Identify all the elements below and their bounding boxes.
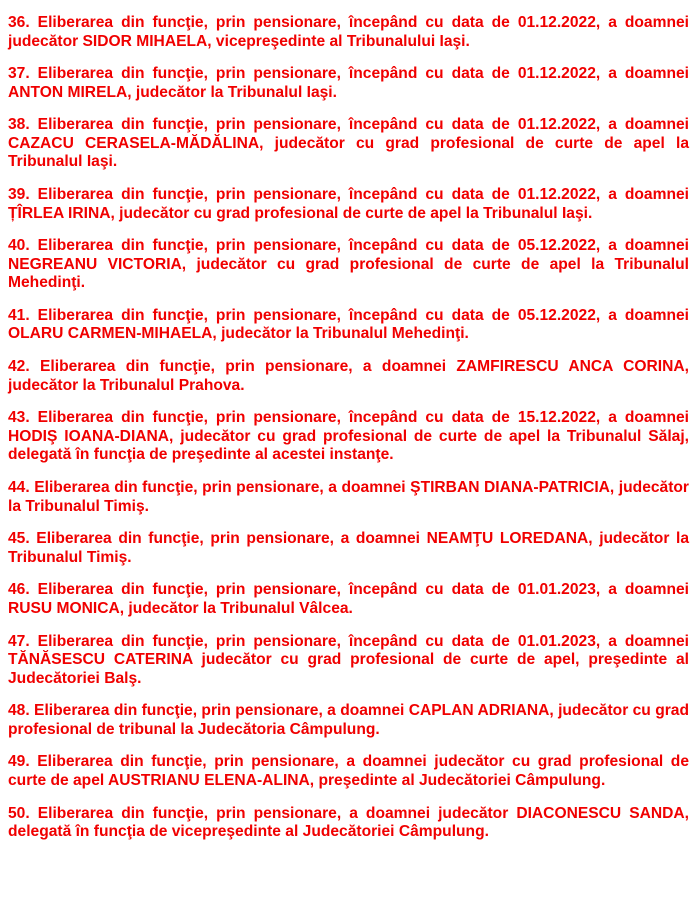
list-item-50: 50. Eliberarea din funcţie, prin pensionare, a doamnei judecător DIACONESCU SANDA, delegată în funcţia de vicepreşedinte al Judecătoriei Câmpulung. (8, 804, 689, 841)
list-item-44: 44. Eliberarea din funcţie, prin pensionare, a doamnei ŞTIRBAN DIANA-PATRICIA, judecător la Tribunalul Timiş. (8, 479, 689, 515)
list-item-46: 46. Eliberarea din funcţie, prin pensionare, începând cu data de 01.01.2023, a doamnei RUSU MONICA, judecător la Tribunalul Vâlcea. (8, 581, 689, 617)
list-item-42: 42. Eliberarea din funcţie, prin pensionare, a doamnei ZAMFIRESCU ANCA CORINA, judecător la Tribunalul Prahova. (8, 358, 689, 394)
list-item-40: 40. Eliberarea din funcţie, prin pensionare, începând cu data de 05.12.2022, a doamnei NEGREANU VICTORIA, judecător cu grad profesional de curte de apel la Tribunalul Mehedinţi. (8, 237, 689, 292)
list-item-43: 43. Eliberarea din funcţie, prin pensionare, începând cu data de 15.12.2022, a doamnei HODIŞ IOANA-DIANA, judecător cu grad profesional de curte de apel la Tribunalul Sălaj, delegată în funcţia de preşedinte al acestei instanţe. (8, 409, 689, 464)
list-item-48: 48. Eliberarea din funcţie, prin pensionare, a doamnei CAPLAN ADRIANA, judecător cu grad profesional de tribunal la Judecătoria Câmpulung. (8, 702, 689, 738)
list-item-47: 47. Eliberarea din funcţie, prin pensionare, începând cu data de 01.01.2023, a doamnei TĂNĂSESCU CATERINA judecător cu grad profesional de curte de apel, preşedinte al Judecătoriei Balş. (8, 632, 689, 687)
list-item-45: 45. Eliberarea din funcţie, prin pensionare, a doamnei NEAMŢU LOREDANA, judecător la Tribunalul Timiş. (8, 530, 689, 566)
list-item-41: 41. Eliberarea din funcţie, prin pensionare, începând cu data de 05.12.2022, a doamnei OLARU CARMEN-MIHAELA, judecător la Tribunalul Mehedinţi. (8, 306, 689, 343)
list-item-38: 38. Eliberarea din funcţie, prin pensionare, începând cu data de 01.12.2022, a doamnei CAZACU CERASELA-MĂDĂLINA, judecător cu grad profesional de curte de apel la Tribunalul Iaşi. (8, 116, 689, 171)
list-item-39: 39. Eliberarea din funcţie, prin pensionare, începând cu data de 01.12.2022, a doamnei ȚÎRLEA IRINA, judecător cu grad profesional de curte de apel la Tribunalul Iaşi. (8, 186, 689, 222)
list-item-37: 37. Eliberarea din funcţie, prin pensionare, începând cu data de 01.12.2022, a doamnei ANTON MIRELA, judecător la Tribunalul Iaşi. (8, 65, 689, 101)
document-body (8, 14, 689, 856)
list-item-49: 49. Eliberarea din funcţie, prin pensionare, a doamnei judecător cu grad profesional de curte de apel AUSTRIANU ELENA-ALINA, preşedinte al Judecătoriei Câmpulung. (8, 753, 689, 789)
list-item-36: 36. Eliberarea din funcţie, prin pensionare, începând cu data de 01.12.2022, a doamnei judecător SIDOR MIHAELA, vicepreşedinte al Tribunalului Iaşi. (8, 14, 689, 50)
